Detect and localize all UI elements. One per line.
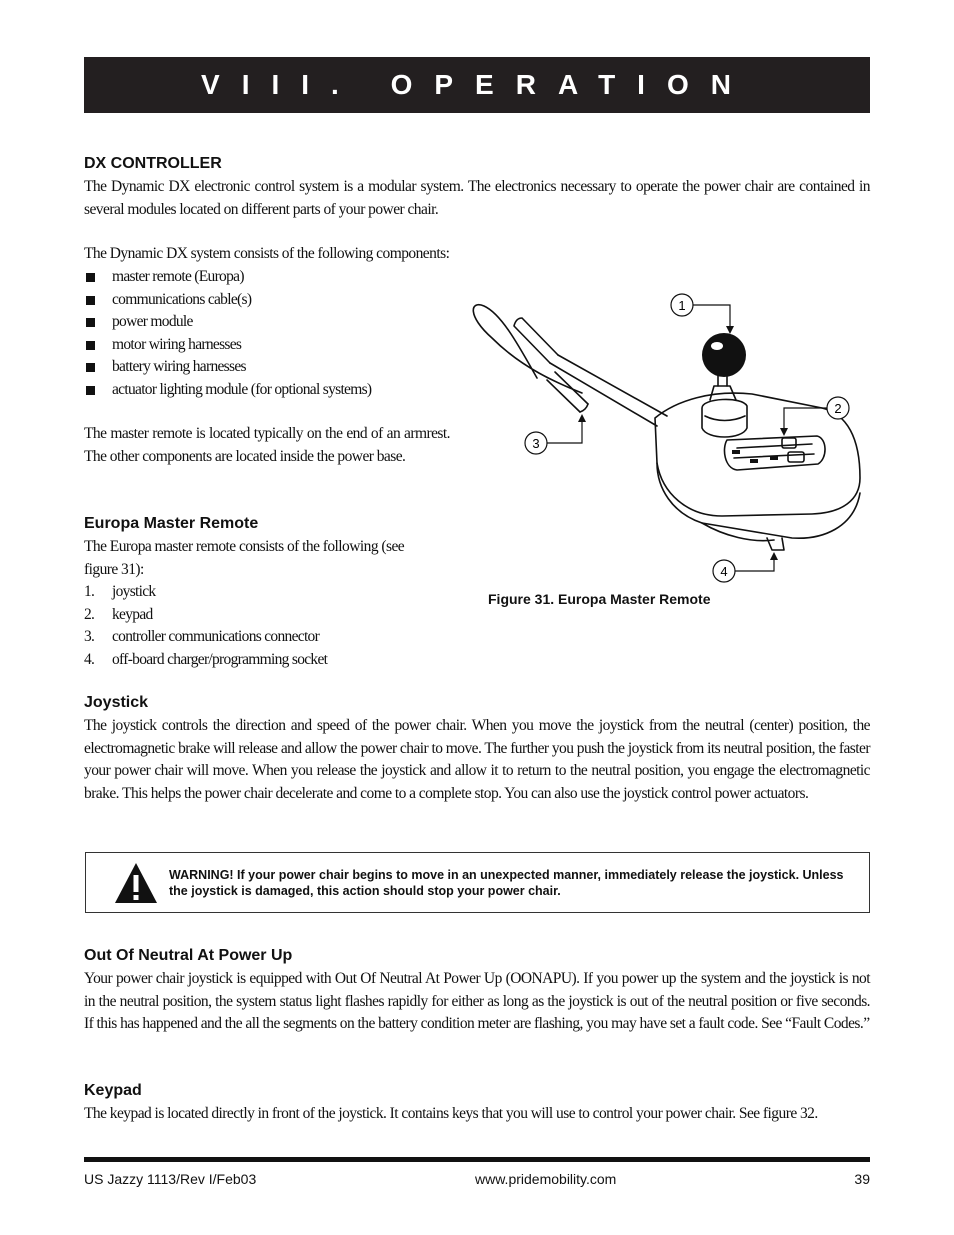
components-intro: The Dynamic DX system consists of the following components: (84, 245, 450, 262)
footer-divider (84, 1157, 870, 1162)
bullet-square-icon (86, 318, 95, 327)
dx-intro-paragraph: The Dynamic DX electronic control system is a modular system. The electronics necessary to operate the power chair are contained in several modules located on different parts of your power chair. (84, 178, 870, 218)
bullet-square-icon (86, 341, 95, 350)
exclamation-triangle-icon (114, 861, 158, 905)
list-item: 1. joystick (84, 583, 156, 600)
bullet-square-icon (86, 296, 95, 305)
list-item: communications cable(s) (84, 289, 371, 312)
figure-caption: Figure 31. Europa Master Remote (488, 591, 711, 607)
callout-2-label: 2 (834, 401, 842, 416)
europa-remote-illustration (462, 288, 872, 588)
section-title-banner: VIII. OPERATION (84, 57, 870, 113)
europa-heading: Europa Master Remote (84, 515, 259, 532)
dx-controller-heading: DX CONTROLLER (84, 155, 222, 172)
footer-website: www.pridemobility.com (475, 1171, 617, 1187)
list-item: power module (84, 311, 371, 334)
europa-parts-list (84, 581, 327, 671)
callout-4-label: 4 (720, 564, 728, 579)
list-item: battery wiring harnesses (84, 356, 371, 379)
components-list (84, 266, 371, 401)
bullet-square-icon (86, 386, 95, 395)
location-paragraph: The master remote is located typically on the end of an armrest. The other components are located inside the power base. (84, 425, 450, 465)
footer-doc-id: US Jazzy 1113/Rev I/Feb03 (84, 1171, 257, 1187)
list-item: 3. controller communications connector (84, 628, 320, 645)
callout-1-label: 1 (678, 298, 686, 313)
bullet-square-icon (86, 273, 95, 282)
joystick-knob (702, 333, 746, 377)
europa-intro: The Europa master remote consists of the following (see figure 31): (84, 538, 405, 578)
page-number: 39 (854, 1171, 870, 1187)
list-item: master remote (Europa) (84, 266, 371, 289)
oonapu-paragraph: Your power chair joystick is equipped with Out Of Neutral At Power Up (OONAPU). If you power up the system and the joystick is not in the neutral position, the system status light flashes rapidly for either as long as the joystick is out of the neutral position or five seconds. If this has happened and the all the segments on the battery condition meter are flashing, you may have set a fault code. See “Fault Codes.” (84, 970, 870, 1032)
bullet-square-icon (86, 363, 95, 372)
callout-3-label: 3 (532, 436, 540, 451)
keypad-paragraph: The keypad is located directly in front of the joystick. It contains keys that you will use to control your power chair. See figure 32. (84, 1105, 818, 1122)
joystick-paragraph: The joystick controls the direction and speed of the power chair. When you move the joystick from the neutral (center) position, the electromagnetic brake will release and allow the power chair to move. The further you push the joystick from its neutral position, the faster your power chair will move. When you release the joystick and allow it to return to the neutral position, you engage the electromagnetic brake. This helps the power chair decelerate and come to a complete stop. You can also use the joystick control power actuators. (84, 717, 870, 802)
list-item: actuator lighting module (for optional systems) (84, 379, 371, 402)
keypad-heading: Keypad (84, 1082, 142, 1099)
list-item: 2. keypad (84, 605, 153, 623)
connector-tube (514, 318, 558, 363)
armrest-tube (550, 355, 667, 426)
warning-text: WARNING! If your power chair begins to move in an unexpected manner, immediately release the joystick. Unless the joystick is damaged, this action should stop your power chair. (169, 868, 844, 898)
list-item: 4. off-board charger/programming socket (84, 650, 328, 668)
cable-line (473, 305, 582, 393)
joystick-heading: Joystick (84, 694, 149, 711)
list-item: motor wiring harnesses (84, 334, 371, 357)
oonapu-heading: Out Of Neutral At Power Up (84, 947, 293, 964)
warning-box (85, 852, 870, 913)
